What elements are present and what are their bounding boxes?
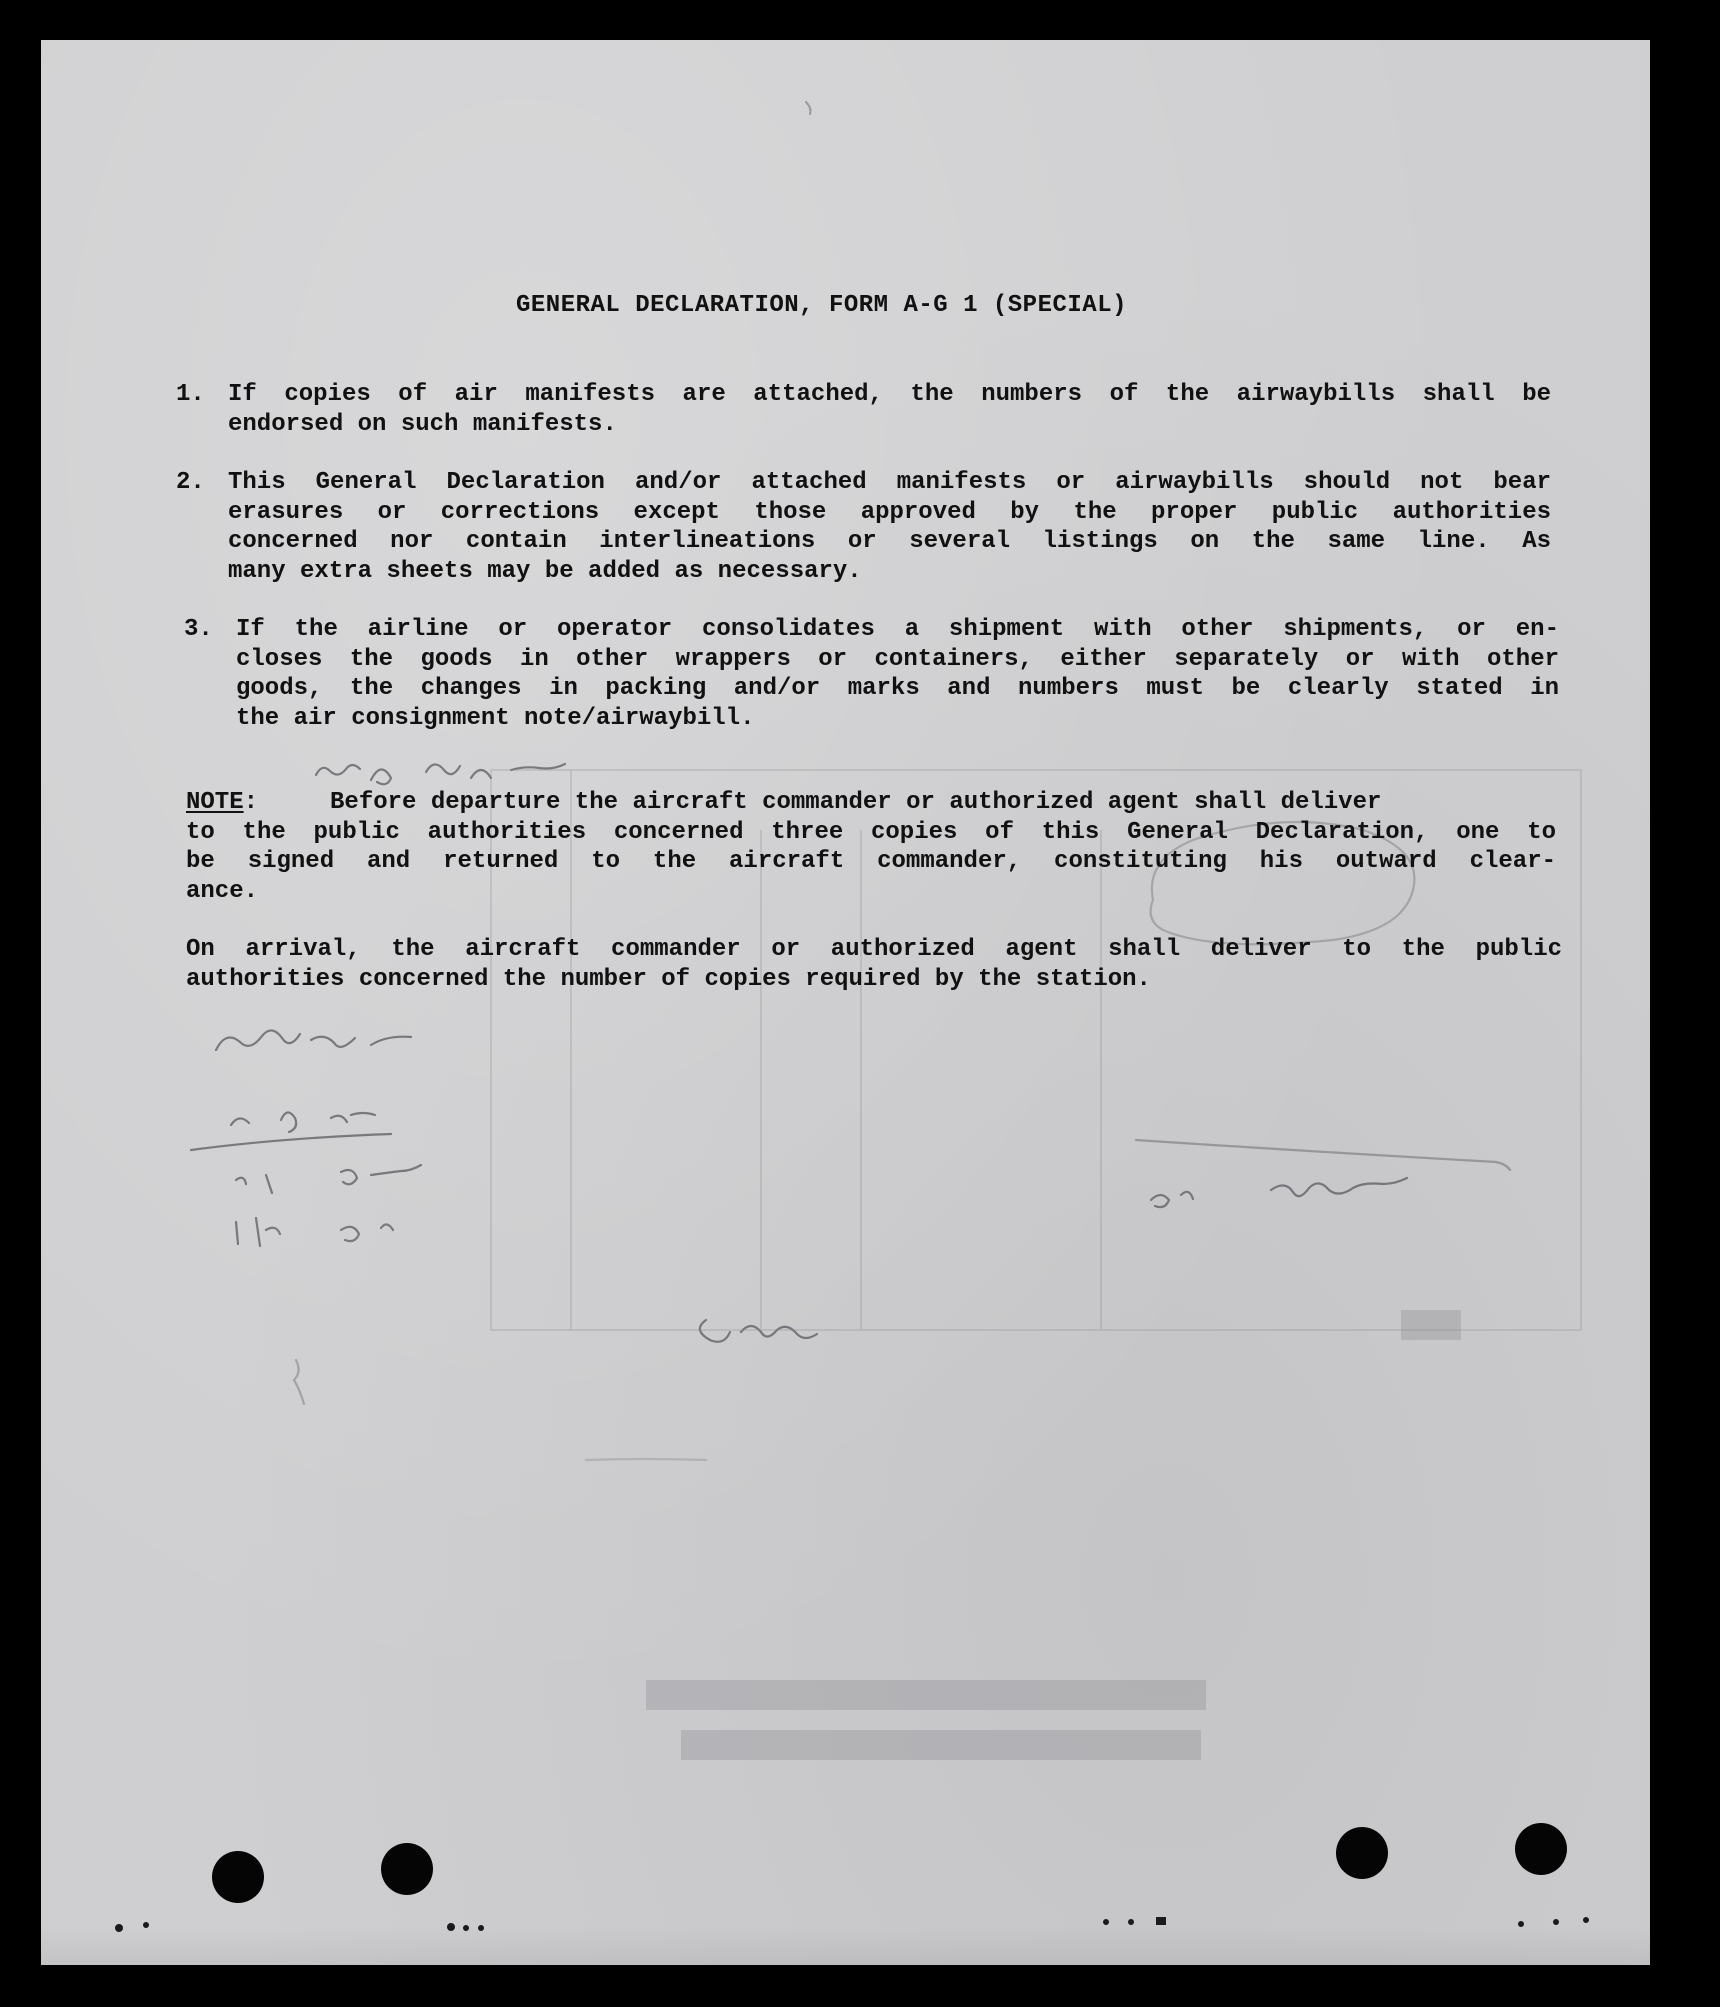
item-line: many extra sheets may be added as necessary. [228, 557, 862, 585]
item-number: 2. [176, 469, 205, 496]
note-paragraph: NOTE: Before departure the aircraft commander or authorized agent shall deliver to the public authorities concerned three copies of this General Declaration, one to be signed and returned to the aircraft commander, constituting his outward clear- ance. [186, 789, 1556, 905]
note-line: Before departure the aircraft commander or authorized agent shall deliver [330, 789, 1382, 816]
note-label: NOTE [186, 789, 244, 816]
punch-hole [1336, 1827, 1388, 1879]
item-line: closes the goods in other wrappers or containers, either separately or with other [236, 645, 1559, 673]
item-line: If the airline or operator consolidates a shipment with other shipments, or en- [236, 616, 1559, 643]
item-line: goods, the changes in packing and/or marks and numbers must be clearly stated in [236, 675, 1559, 702]
arrival-paragraph [186, 935, 1562, 994]
item-line: If copies of air manifests are attached, the numbers of the airwaybills shall be [228, 381, 1551, 408]
punch-hole [212, 1851, 264, 1903]
note-line: ance. [186, 877, 259, 905]
arrival-line: authorities concerned the number of copies required by the station. [186, 965, 1151, 993]
item-line: erasures or corrections except those approved by the proper public authorities [228, 498, 1551, 526]
item-line: endorsed on such manifests. [228, 410, 617, 438]
item-line: concerned nor contain interlineations or several listings on the same line. As [228, 528, 1551, 555]
page-edge-shadow [41, 1925, 1650, 1965]
note-line: be signed and returned to the aircraft commander, constituting his outward clear- [186, 848, 1556, 875]
item-line: This General Declaration and/or attached manifests or airwaybills should not bear [228, 469, 1551, 496]
document-title: GENERAL DECLARATION, FORM A-G 1 (SPECIAL) [516, 292, 1127, 319]
punch-hole [1515, 1823, 1567, 1875]
note-line: to the public authorities concerned three copies of this General Declaration, one to [186, 818, 1556, 846]
item-line: the air consignment note/airwaybill. [236, 704, 755, 732]
punch-hole [381, 1843, 433, 1895]
item-number: 3. [184, 616, 213, 643]
item-number: 1. [176, 381, 205, 408]
pencil-marks-graphic [41, 40, 1650, 1965]
document-page [41, 40, 1650, 1965]
arrival-line: On arrival, the aircraft commander or authorized agent shall deliver to the public [186, 936, 1562, 963]
